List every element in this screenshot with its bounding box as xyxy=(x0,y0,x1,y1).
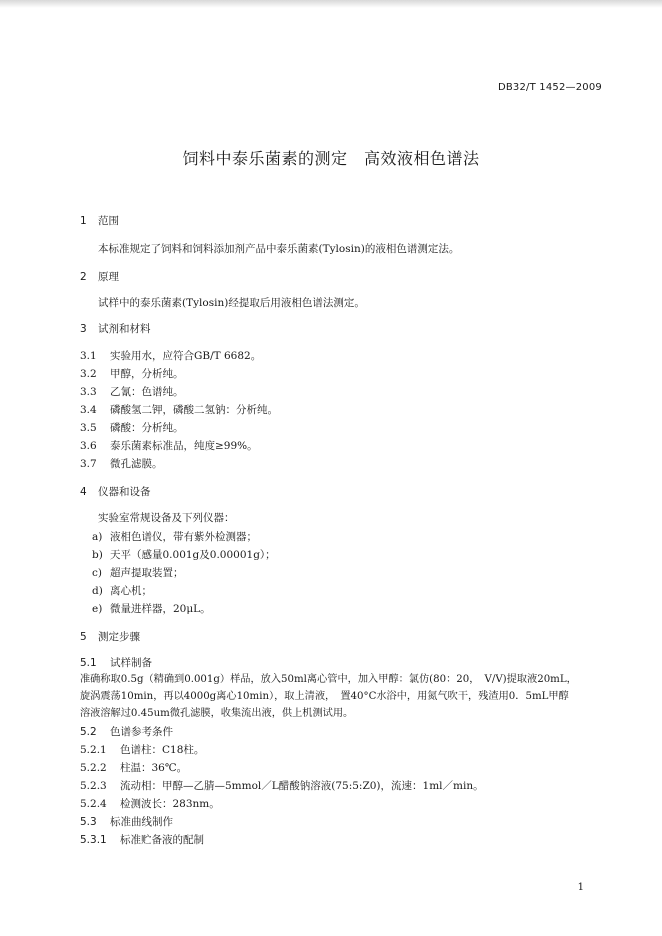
item-number: a) xyxy=(92,531,103,543)
item-number: e) xyxy=(92,603,103,615)
item-number: 5.2.3 xyxy=(80,780,107,792)
subsection-number: 5.1 xyxy=(80,657,97,669)
paragraph-text: 试样中的泰乐菌素(Tylosin)经提取后用液相色谱法测定。 xyxy=(98,297,365,309)
item-text: 微孔滤膜。 xyxy=(110,458,163,470)
section-number: 5 xyxy=(80,631,87,643)
paragraph-text: 实验室常规设备及下列仪器： xyxy=(98,512,235,524)
item-text: 超声提取装置； xyxy=(110,567,184,579)
item-number: c) xyxy=(92,567,102,579)
section-title: 测定步骤 xyxy=(98,631,140,643)
item-number: 3.4 xyxy=(80,404,97,416)
item-number: 3.3 xyxy=(80,386,97,398)
paragraph-text: 旋涡震荡10min，再以4000g离心10min），取上清液， 置40°C水浴中，用氮气吹干，残渣用0．5mL甲醇 xyxy=(80,691,569,702)
item-number: 3.1 xyxy=(80,350,97,362)
item-number: b) xyxy=(92,549,103,561)
section-number: 4 xyxy=(80,486,87,498)
subsection-number: 5.3 xyxy=(80,816,97,828)
item-number: 3.7 xyxy=(80,458,97,470)
item-number: 3.5 xyxy=(80,422,97,434)
item-text: 乙氰：色谱纯。 xyxy=(110,386,184,398)
subsection-number: 5.3.1 xyxy=(80,834,107,846)
item-text: 微量进样器，20μL。 xyxy=(110,603,211,615)
item-text: 检测波长：283nm。 xyxy=(120,798,220,810)
section-title: 范围 xyxy=(98,215,119,227)
subsection-title: 标准贮备液的配制 xyxy=(120,834,204,846)
item-text: 甲醇，分析纯。 xyxy=(110,368,184,380)
item-text: 离心机； xyxy=(110,585,152,597)
subsection-title: 色谱参考条件 xyxy=(110,726,173,738)
paragraph-text: 溶液溶解过0.45um微孔滤膜，收集流出液，供上机测试用。 xyxy=(80,708,354,719)
item-text: 流动相：甲醇—乙腈—5mmol／L醋酸钠溶液(75:5:Z0)，流速：1ml／min。 xyxy=(120,780,484,792)
paragraph-text: 本标准规定了饲料和饲料添加剂产品中泰乐菌素(Tylosin)的液相色谱测定法。 xyxy=(98,243,460,255)
item-text: 液相色谱仪，带有紫外检测器； xyxy=(110,531,257,543)
page-number: 1 xyxy=(577,882,584,893)
item-number: 5.2.1 xyxy=(80,744,107,756)
item-text: 泰乐菌素标准品，纯度≥99%。 xyxy=(110,440,258,452)
item-text: 色谱柱：C18柱。 xyxy=(120,744,205,756)
item-text: 磷酸：分析纯。 xyxy=(110,422,184,434)
subsection-title: 标准曲线制作 xyxy=(110,816,173,828)
section-title: 试剂和材料 xyxy=(98,323,151,335)
scan-top-edge xyxy=(0,0,662,8)
item-number: 3.2 xyxy=(80,368,97,380)
section-title: 原理 xyxy=(98,271,119,283)
item-number: 5.2.2 xyxy=(80,762,107,774)
section-title: 仪器和设备 xyxy=(98,486,151,498)
paragraph-text: 准确称取0.5g（精确到0.001g）样品，放入50ml离心管中，加入甲醇：氯仿(80：20， V/V)提取液20mL， xyxy=(80,674,577,685)
item-text: 磷酸氢二钾，磷酸二氢钠：分析纯。 xyxy=(110,404,278,416)
subsection-title: 试样制备 xyxy=(110,657,152,669)
item-number: 3.6 xyxy=(80,440,97,452)
standard-code: DB32/T 1452—2009 xyxy=(497,82,602,93)
document-title: 饲料中泰乐菌素的测定 高效液相色谱法 xyxy=(182,149,480,168)
section-number: 1 xyxy=(80,215,87,227)
item-text: 天平（感量0.001g及0.00001g）； xyxy=(110,549,276,561)
subsection-number: 5.2 xyxy=(80,726,97,738)
item-number: 5.2.4 xyxy=(80,798,107,810)
item-number: d) xyxy=(92,585,103,597)
item-text: 实验用水，应符合GB/T 6682。 xyxy=(110,350,262,362)
item-text: 柱温：36℃。 xyxy=(120,762,188,774)
section-number: 3 xyxy=(80,323,87,335)
section-number: 2 xyxy=(80,271,87,283)
